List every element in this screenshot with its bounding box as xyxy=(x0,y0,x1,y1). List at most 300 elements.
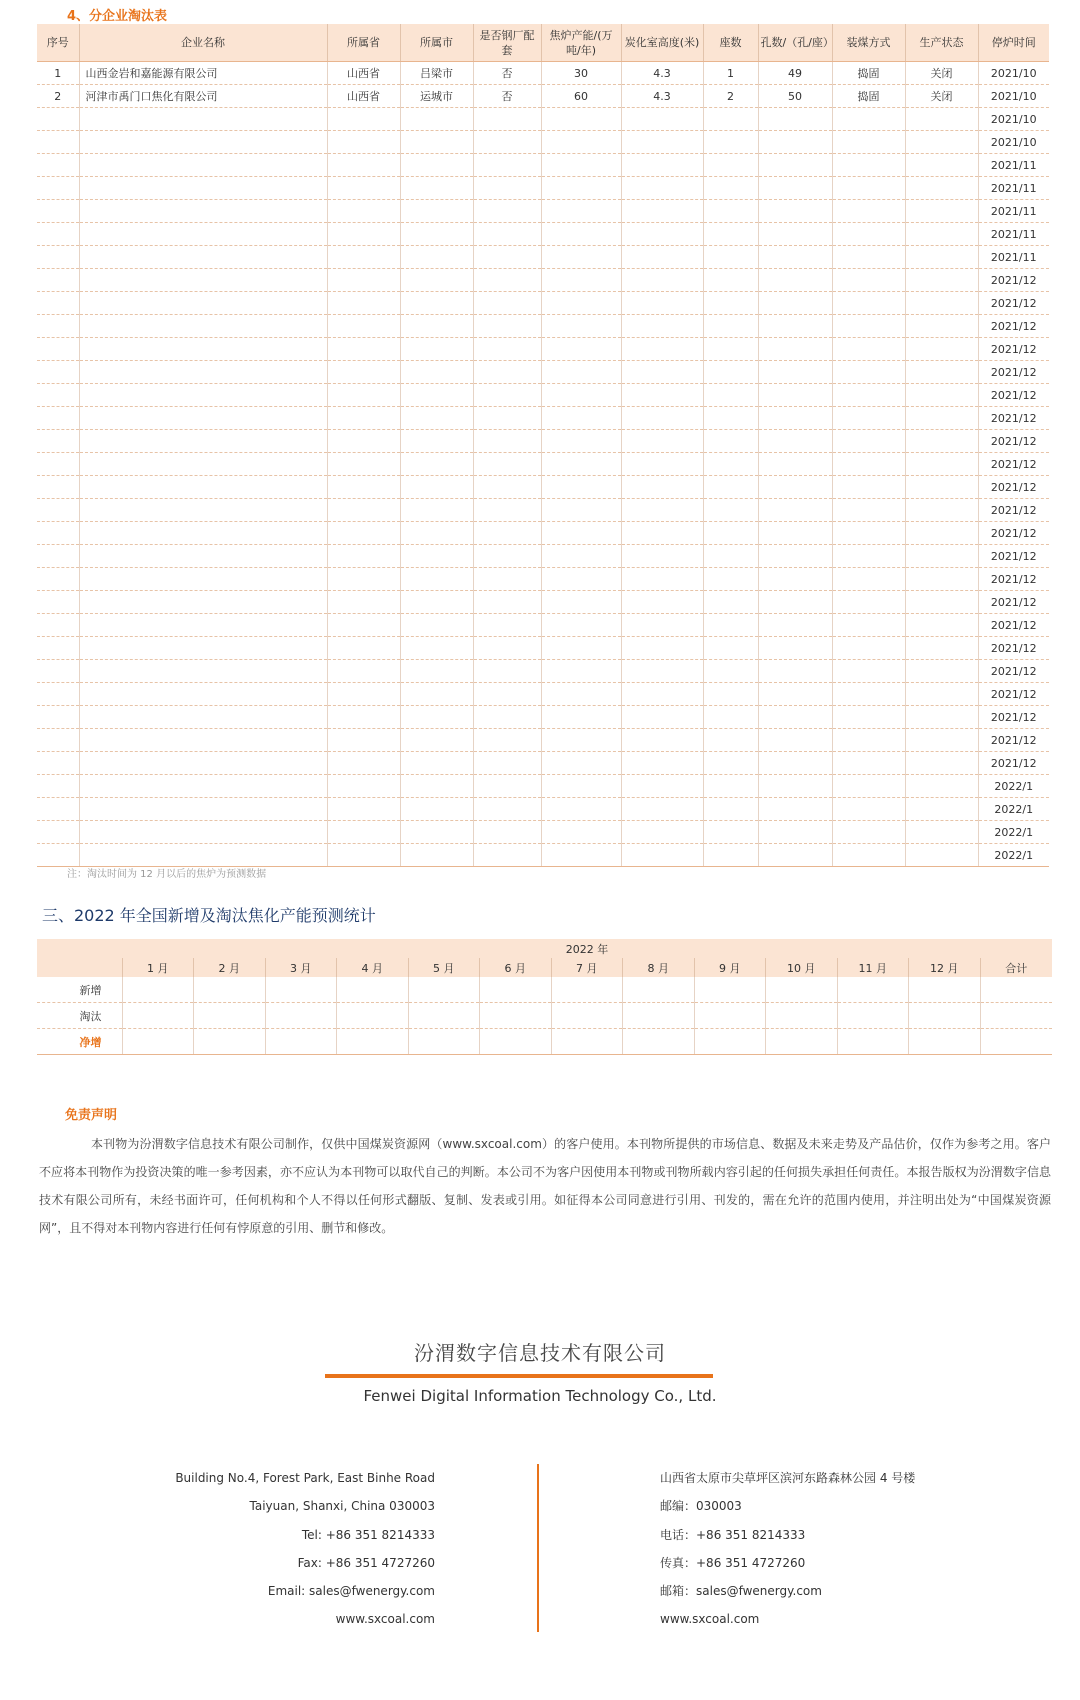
forecast-cell xyxy=(408,1003,480,1029)
table-cell xyxy=(621,407,703,430)
table-cell xyxy=(400,269,473,292)
table-cell xyxy=(473,200,541,223)
table-cell xyxy=(703,269,758,292)
table-cell xyxy=(758,821,832,844)
elimination-table xyxy=(37,24,1049,867)
forecast-cell xyxy=(408,977,480,1003)
table-cell xyxy=(703,246,758,269)
table-row xyxy=(37,177,1049,200)
table-cell xyxy=(37,683,79,706)
table-cell xyxy=(37,223,79,246)
month-header: 12 月 xyxy=(909,958,981,977)
table-cell xyxy=(327,384,400,407)
table-cell xyxy=(37,545,79,568)
table-cell xyxy=(327,499,400,522)
table-cell xyxy=(758,591,832,614)
table-cell xyxy=(327,246,400,269)
table-cell xyxy=(327,591,400,614)
table-row xyxy=(37,729,1049,752)
forecast-table xyxy=(37,939,1052,1055)
table-cell: 2021/12 xyxy=(978,752,1049,775)
table-cell xyxy=(905,338,978,361)
table-cell xyxy=(79,315,327,338)
table-cell xyxy=(621,522,703,545)
table-cell xyxy=(758,338,832,361)
table-cell xyxy=(79,177,327,200)
month-header: 3 月 xyxy=(265,958,337,977)
table-cell: 关闭 xyxy=(905,85,978,108)
forecast-cell xyxy=(480,977,552,1003)
table-cell xyxy=(703,407,758,430)
forecast-cell xyxy=(623,977,695,1003)
table-cell xyxy=(400,177,473,200)
table-cell xyxy=(621,246,703,269)
table-cell: 捣固 xyxy=(832,85,905,108)
table-cell xyxy=(832,407,905,430)
table-cell xyxy=(541,522,621,545)
table-cell xyxy=(541,177,621,200)
month-header: 合计 xyxy=(980,958,1052,977)
table-cell xyxy=(758,844,832,867)
table-cell xyxy=(832,246,905,269)
table-cell: 2021/12 xyxy=(978,729,1049,752)
forecast-cell xyxy=(766,977,838,1003)
table-cell xyxy=(327,407,400,430)
table-cell: 1 xyxy=(703,62,758,85)
table-cell xyxy=(621,752,703,775)
column-header: 所属省 xyxy=(327,24,400,62)
table-cell xyxy=(327,200,400,223)
table-cell: 2022/1 xyxy=(978,821,1049,844)
table-cell: 60 xyxy=(541,85,621,108)
forecast-cell xyxy=(909,977,981,1003)
table-cell xyxy=(400,361,473,384)
fax-line: 传真：+86 351 4727260 xyxy=(660,1555,806,1570)
table-cell xyxy=(832,154,905,177)
table-cell xyxy=(541,361,621,384)
table-cell xyxy=(703,775,758,798)
table-row xyxy=(37,637,1049,660)
table-cell xyxy=(832,545,905,568)
table-cell: 4.3 xyxy=(621,85,703,108)
table-row xyxy=(37,752,1049,775)
table-cell xyxy=(473,430,541,453)
table-cell xyxy=(541,154,621,177)
table-cell xyxy=(79,108,327,131)
table-cell: 2 xyxy=(703,85,758,108)
table-cell xyxy=(37,476,79,499)
table-cell xyxy=(621,361,703,384)
table-cell xyxy=(327,706,400,729)
table-cell xyxy=(758,637,832,660)
table-cell: 运城市 xyxy=(400,85,473,108)
table-cell xyxy=(703,338,758,361)
table-row xyxy=(37,499,1049,522)
table-cell xyxy=(327,108,400,131)
table-cell xyxy=(327,292,400,315)
table-row xyxy=(37,384,1049,407)
table-cell xyxy=(327,729,400,752)
table-cell xyxy=(703,568,758,591)
table-cell xyxy=(400,821,473,844)
table-cell xyxy=(758,430,832,453)
table-cell xyxy=(703,844,758,867)
table-cell: 2021/12 xyxy=(978,660,1049,683)
table-cell xyxy=(832,269,905,292)
table-cell xyxy=(400,798,473,821)
table-cell xyxy=(37,614,79,637)
forecast-cell xyxy=(337,1029,409,1055)
table-cell xyxy=(703,430,758,453)
table-cell xyxy=(621,131,703,154)
table-cell xyxy=(327,637,400,660)
table-cell xyxy=(400,338,473,361)
table-note: 注：淘汰时间为 12 月以后的焦炉为预测数据 xyxy=(67,869,267,880)
table-cell xyxy=(473,798,541,821)
table-cell xyxy=(905,246,978,269)
table-cell xyxy=(400,683,473,706)
table-cell xyxy=(79,798,327,821)
table-cell xyxy=(541,775,621,798)
column-header: 炭化室高度(米) xyxy=(621,24,703,62)
table-cell xyxy=(400,499,473,522)
table-cell xyxy=(473,108,541,131)
table-cell xyxy=(621,568,703,591)
table-cell xyxy=(703,499,758,522)
table-cell xyxy=(758,177,832,200)
column-header: 所属市 xyxy=(400,24,473,62)
table-cell xyxy=(473,568,541,591)
table-cell xyxy=(541,292,621,315)
table-cell xyxy=(758,545,832,568)
table-cell xyxy=(541,407,621,430)
header-corner xyxy=(37,958,122,977)
table-cell xyxy=(79,545,327,568)
table-cell xyxy=(37,361,79,384)
table-cell xyxy=(703,729,758,752)
table-cell xyxy=(832,568,905,591)
table-cell xyxy=(621,499,703,522)
table-cell xyxy=(905,729,978,752)
table-cell xyxy=(621,545,703,568)
table-cell xyxy=(37,453,79,476)
table-cell xyxy=(758,384,832,407)
table-cell xyxy=(79,660,327,683)
forecast-cell xyxy=(766,1003,838,1029)
table-cell xyxy=(37,660,79,683)
table-cell: 2021/12 xyxy=(978,315,1049,338)
table-cell xyxy=(703,292,758,315)
table-cell xyxy=(703,591,758,614)
disclaimer-title: 免责声明 xyxy=(65,1108,118,1123)
table-cell xyxy=(758,407,832,430)
table-cell: 2021/10 xyxy=(978,131,1049,154)
month-header: 5 月 xyxy=(408,958,480,977)
table-cell xyxy=(703,131,758,154)
table-cell xyxy=(621,108,703,131)
table-cell xyxy=(541,844,621,867)
table-cell xyxy=(758,315,832,338)
table-cell: 30 xyxy=(541,62,621,85)
table-cell xyxy=(905,453,978,476)
table-cell: 2021/11 xyxy=(978,246,1049,269)
table-cell xyxy=(541,246,621,269)
table-row xyxy=(37,453,1049,476)
table-cell xyxy=(327,821,400,844)
table-cell xyxy=(37,844,79,867)
column-header: 座数 xyxy=(703,24,758,62)
table-cell xyxy=(327,269,400,292)
table-cell xyxy=(473,223,541,246)
table-cell xyxy=(905,522,978,545)
table-cell: 4.3 xyxy=(621,62,703,85)
table-cell xyxy=(541,430,621,453)
table-cell xyxy=(37,499,79,522)
table-cell xyxy=(473,453,541,476)
table-cell xyxy=(832,453,905,476)
table-cell xyxy=(79,683,327,706)
table-cell xyxy=(400,108,473,131)
table-cell xyxy=(473,476,541,499)
company-name-en: Fenwei Digital Information Technology Co., Ltd. xyxy=(363,1387,717,1405)
table-cell xyxy=(400,706,473,729)
table-cell xyxy=(327,568,400,591)
table-cell xyxy=(79,591,327,614)
table-cell xyxy=(905,660,978,683)
table-cell xyxy=(473,706,541,729)
table-row xyxy=(37,200,1049,223)
address-cn xyxy=(660,1464,915,1634)
forecast-cell xyxy=(551,1029,623,1055)
column-header: 焦炉产能/(万吨/年) xyxy=(541,24,621,62)
forecast-cell xyxy=(194,1003,266,1029)
table-cell xyxy=(37,430,79,453)
forecast-cell xyxy=(980,977,1052,1003)
table-cell xyxy=(327,660,400,683)
forecast-cell xyxy=(194,1029,266,1055)
table-cell xyxy=(79,568,327,591)
table-cell xyxy=(758,499,832,522)
table-cell xyxy=(473,775,541,798)
address-line: 山西省太原市尖草坪区滨河东路森林公园 4 号楼 xyxy=(660,1471,916,1485)
address-en xyxy=(110,1464,435,1634)
table-row xyxy=(37,522,1049,545)
table-row xyxy=(37,338,1049,361)
table-cell xyxy=(905,614,978,637)
table-cell xyxy=(703,545,758,568)
table-cell xyxy=(703,522,758,545)
table-cell xyxy=(473,683,541,706)
table-cell: 2022/1 xyxy=(978,844,1049,867)
table-cell xyxy=(541,821,621,844)
table-cell xyxy=(37,568,79,591)
table-cell xyxy=(79,430,327,453)
table-cell: 山西省 xyxy=(327,62,400,85)
table-cell xyxy=(327,361,400,384)
forecast-cell xyxy=(480,1029,552,1055)
table-cell xyxy=(541,338,621,361)
table-cell xyxy=(79,614,327,637)
table-cell xyxy=(621,591,703,614)
table-cell: 2021/12 xyxy=(978,591,1049,614)
table-row xyxy=(37,706,1049,729)
table-cell xyxy=(541,706,621,729)
website-line: www.sxcoal.com xyxy=(335,1612,435,1627)
table-header-row xyxy=(37,24,1049,62)
year-header-row xyxy=(37,939,1052,958)
address-line: Taiyuan, Shanxi, China 030003 xyxy=(249,1499,435,1514)
table-cell xyxy=(758,223,832,246)
table-cell xyxy=(703,476,758,499)
table-cell: 49 xyxy=(758,62,832,85)
table-cell xyxy=(905,637,978,660)
table-cell xyxy=(832,683,905,706)
table-cell xyxy=(905,384,978,407)
forecast-cell xyxy=(337,977,409,1003)
table-cell xyxy=(905,591,978,614)
table-cell xyxy=(400,522,473,545)
table-cell xyxy=(541,269,621,292)
month-header: 1 月 xyxy=(122,958,194,977)
table-cell xyxy=(832,338,905,361)
table-cell xyxy=(703,614,758,637)
table-row xyxy=(37,545,1049,568)
table-cell xyxy=(905,407,978,430)
table-cell xyxy=(79,706,327,729)
table-cell xyxy=(905,683,978,706)
table-cell xyxy=(79,338,327,361)
postcode-line: 邮编：030003 xyxy=(660,1499,742,1514)
table-cell xyxy=(79,154,327,177)
table-cell xyxy=(79,407,327,430)
table-cell xyxy=(473,499,541,522)
table-row xyxy=(37,614,1049,637)
forecast-cell xyxy=(837,1003,909,1029)
table-cell xyxy=(79,200,327,223)
table-cell xyxy=(79,384,327,407)
forecast-cell xyxy=(909,1029,981,1055)
row-label: 净增 xyxy=(37,1029,122,1055)
table-cell xyxy=(400,407,473,430)
table-cell xyxy=(905,844,978,867)
forecast-cell xyxy=(551,1003,623,1029)
table-cell: 2021/12 xyxy=(978,522,1049,545)
table-cell xyxy=(905,430,978,453)
table-cell xyxy=(79,269,327,292)
phone-line: 电话：+86 351 8214333 xyxy=(660,1527,806,1542)
column-header: 是否钢厂配套 xyxy=(473,24,541,62)
table-cell xyxy=(758,108,832,131)
email-line: Email: sales@fwenergy.com xyxy=(267,1584,435,1599)
company-divider xyxy=(325,1374,713,1378)
table-cell xyxy=(832,315,905,338)
table-cell: 2021/11 xyxy=(978,177,1049,200)
table-cell xyxy=(832,821,905,844)
month-header: 7 月 xyxy=(551,958,623,977)
table-cell: 关闭 xyxy=(905,62,978,85)
table-cell xyxy=(400,729,473,752)
table-cell xyxy=(905,775,978,798)
forecast-row xyxy=(37,1003,1052,1029)
table-cell xyxy=(832,706,905,729)
table-cell xyxy=(703,177,758,200)
table-cell xyxy=(758,154,832,177)
table-cell xyxy=(832,361,905,384)
table-cell xyxy=(541,315,621,338)
table-cell xyxy=(621,844,703,867)
table-row xyxy=(37,315,1049,338)
table-cell xyxy=(473,591,541,614)
table-cell xyxy=(327,545,400,568)
table-cell xyxy=(905,752,978,775)
table-cell xyxy=(79,821,327,844)
table-cell xyxy=(541,568,621,591)
table-cell xyxy=(473,315,541,338)
table-cell xyxy=(400,844,473,867)
table-cell xyxy=(327,522,400,545)
table-cell xyxy=(400,591,473,614)
table-cell xyxy=(621,821,703,844)
table-cell xyxy=(541,614,621,637)
table-cell xyxy=(541,591,621,614)
table-cell xyxy=(541,108,621,131)
fax-line: Fax: +86 351 4727260 xyxy=(297,1555,435,1570)
forecast-cell xyxy=(480,1003,552,1029)
table-cell: 2021/10 xyxy=(978,108,1049,131)
table-cell xyxy=(703,315,758,338)
table-cell xyxy=(473,407,541,430)
table-cell xyxy=(758,200,832,223)
table-cell xyxy=(703,200,758,223)
table-cell xyxy=(758,476,832,499)
table-cell: 山西金岩和嘉能源有限公司 xyxy=(79,62,327,85)
table-cell xyxy=(473,269,541,292)
month-header: 8 月 xyxy=(623,958,695,977)
table-cell: 否 xyxy=(473,62,541,85)
table-cell xyxy=(905,499,978,522)
table-cell xyxy=(703,660,758,683)
table-cell xyxy=(79,361,327,384)
table-cell: 捣固 xyxy=(832,62,905,85)
forecast-cell xyxy=(122,977,194,1003)
table-cell xyxy=(473,292,541,315)
forecast-cell xyxy=(194,977,266,1003)
table-cell: 2021/12 xyxy=(978,361,1049,384)
table-row xyxy=(37,798,1049,821)
table-cell: 2021/11 xyxy=(978,200,1049,223)
table-row xyxy=(37,361,1049,384)
table-cell xyxy=(832,200,905,223)
table-cell xyxy=(758,361,832,384)
website-line: www.sxcoal.com xyxy=(660,1612,760,1627)
table-cell xyxy=(79,729,327,752)
table-cell xyxy=(327,798,400,821)
table-cell xyxy=(37,338,79,361)
table-cell xyxy=(473,177,541,200)
forecast-cell xyxy=(265,1029,337,1055)
table-cell xyxy=(905,269,978,292)
table-cell xyxy=(37,591,79,614)
table-row xyxy=(37,430,1049,453)
table-cell xyxy=(758,660,832,683)
month-header: 11 月 xyxy=(837,958,909,977)
table-cell xyxy=(832,591,905,614)
forecast-cell xyxy=(623,1003,695,1029)
table-cell: 2021/12 xyxy=(978,614,1049,637)
table-cell xyxy=(758,568,832,591)
table-cell xyxy=(37,798,79,821)
table-cell xyxy=(541,200,621,223)
